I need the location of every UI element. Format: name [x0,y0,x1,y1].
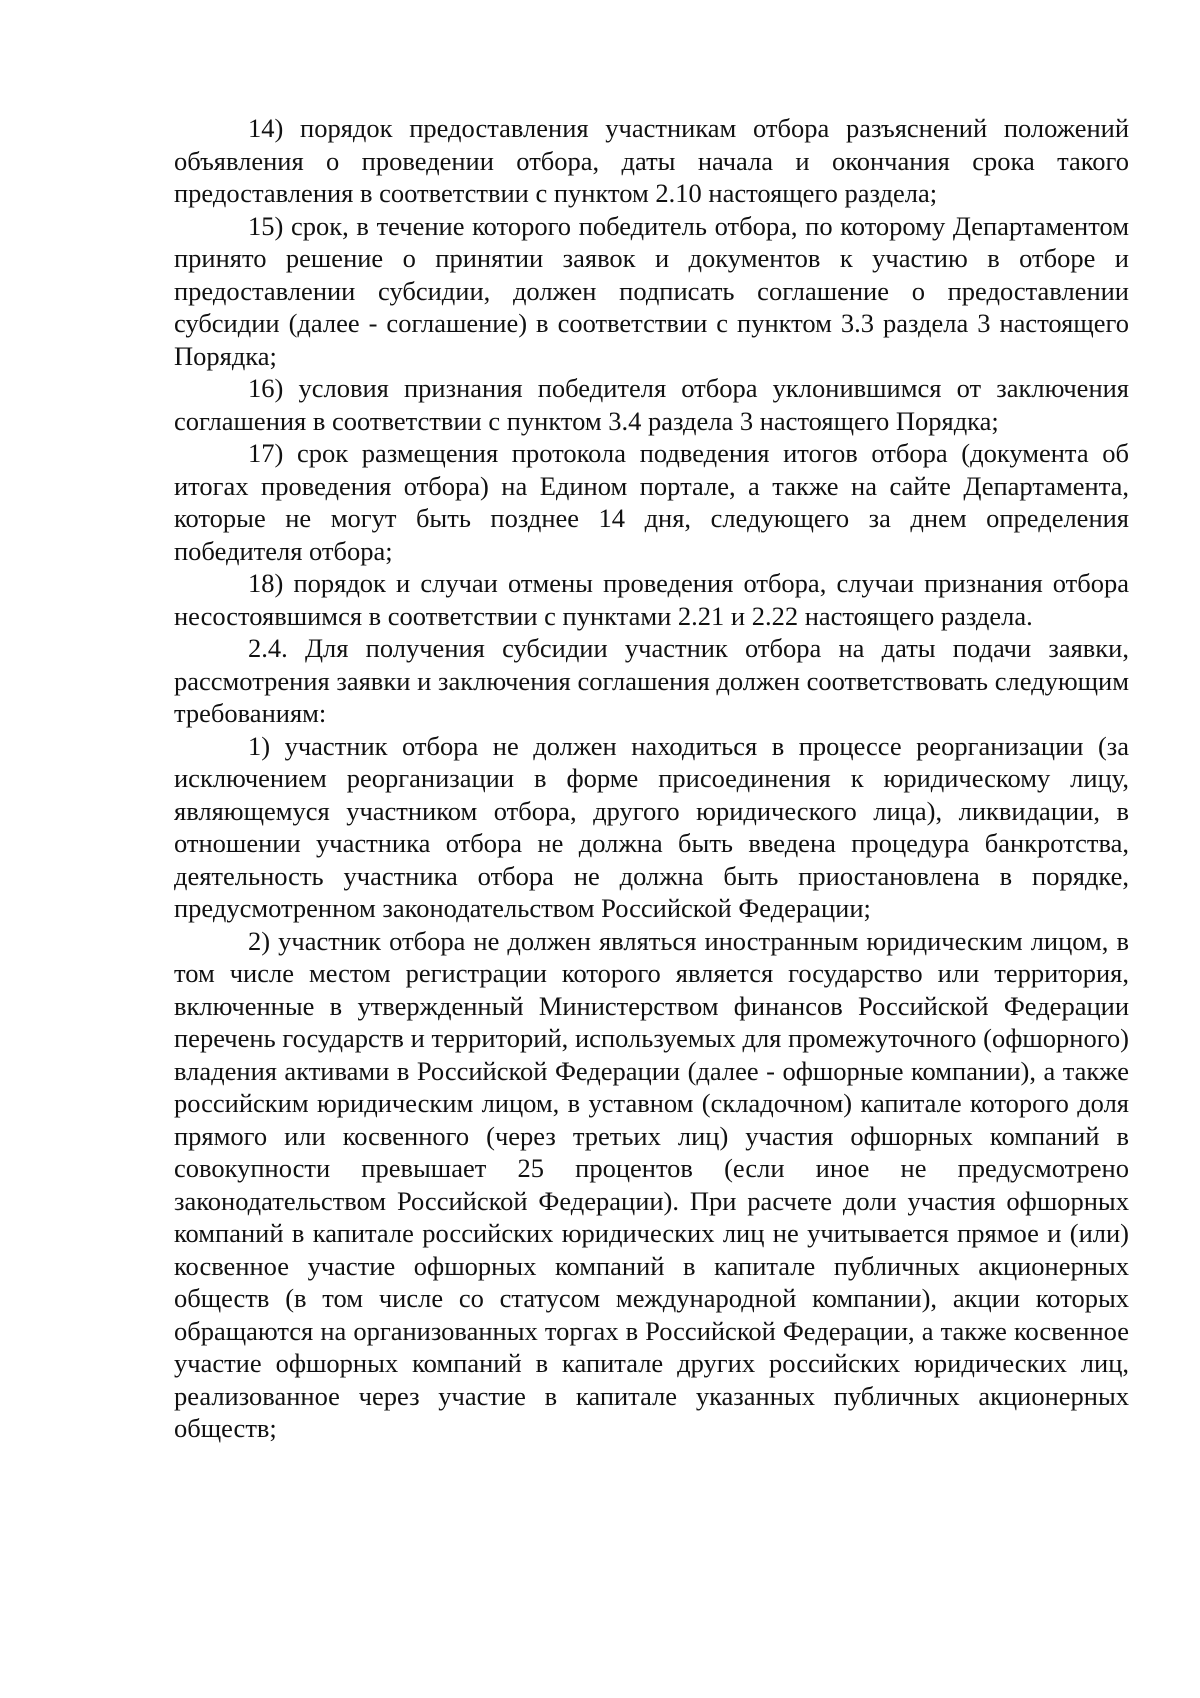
paragraph-section-2-4: 2.4. Для получения субсидии участник отбора на даты подачи заявки, рассмотрения заявки и заключения соглашения должен соответствовать следующим требованиям: [174,633,1129,728]
paragraph-item-14: 14) порядок предоставления участникам отбора разъяснений положений объявления о проведении отбора, даты начала и окончания срока такого предоставления в соответствии с пунктом 2.10 настоящего раздела; [174,113,1129,208]
paragraph-item-16: 16) условия признания победителя отбора уклонившимся от заключения соглашения в соответствии с пунктом 3.4 раздела 3 настоящего Порядка; [174,373,1129,436]
paragraph-item-17: 17) срок размещения протокола подведения итогов отбора (документа об итогах проведения отбора) на Едином портале, а также на сайте Департамента, которые не могут быть позднее 14 дня, следующего за днем определения победителя отбора; [174,438,1129,566]
paragraph-item-18: 18) порядок и случаи отмены проведения отбора, случаи признания отбора несостоявшимся в соответствии с пунктами 2.21 и 2.22 настоящего раздела. [174,568,1129,631]
paragraph-requirement-1: 1) участник отбора не должен находиться в процессе реорганизации (за исключением реорганизации в форме присоединения к юридическому лицу, являющемуся участником отбора, другого юридического лица), ликвидации, в отношении участника отбора не должна быть введена процедура банкротства, деятельность участника отбора не должна быть приостановлена в порядке, предусмотренном законодательством Российской Федерации; [174,730,1129,923]
document-page [174,112,1129,1445]
paragraph-item-15: 15) срок, в течение которого победитель отбора, по которому Департаментом принято решение о принятии заявок и документов к участию в отборе и предоставлении субсидии, должен подписать соглашение о предоставлении субсидии (далее - соглашение) в соответствии с пунктом 3.3 раздела 3 настоящего Порядка; [174,210,1129,371]
paragraph-requirement-2: 2) участник отбора не должен являться иностранным юридическим лицом, в том числе местом регистрации которого является государство или территория, включенные в утвержденный Министерством финансов Российской Федерации перечень государств и территорий, используемых для промежуточного (офшорного) владения активами в Российской Федерации (далее - офшорные компании), а также российским юридическим лицом, в уставном (складочном) капитале которого доля прямого или косвенного (через третьих лиц) участия офшорных компаний в совокупности превышает 25 процентов (если иное не предусмотрено законодательством Российской Федерации). При расчете доли участия офшорных компаний в капитале российских юридических лиц не учитывается прямое и (или) косвенное участие офшорных компаний в капитале публичных акционерных обществ (в том числе со статусом международной компании), акции которых обращаются на организованных торгах в Российской Федерации, а также косвенное участие офшорных компаний в капитале других российских юридических лиц, реализованное через участие в капитале указанных публичных акционерных обществ; [174,925,1129,1443]
